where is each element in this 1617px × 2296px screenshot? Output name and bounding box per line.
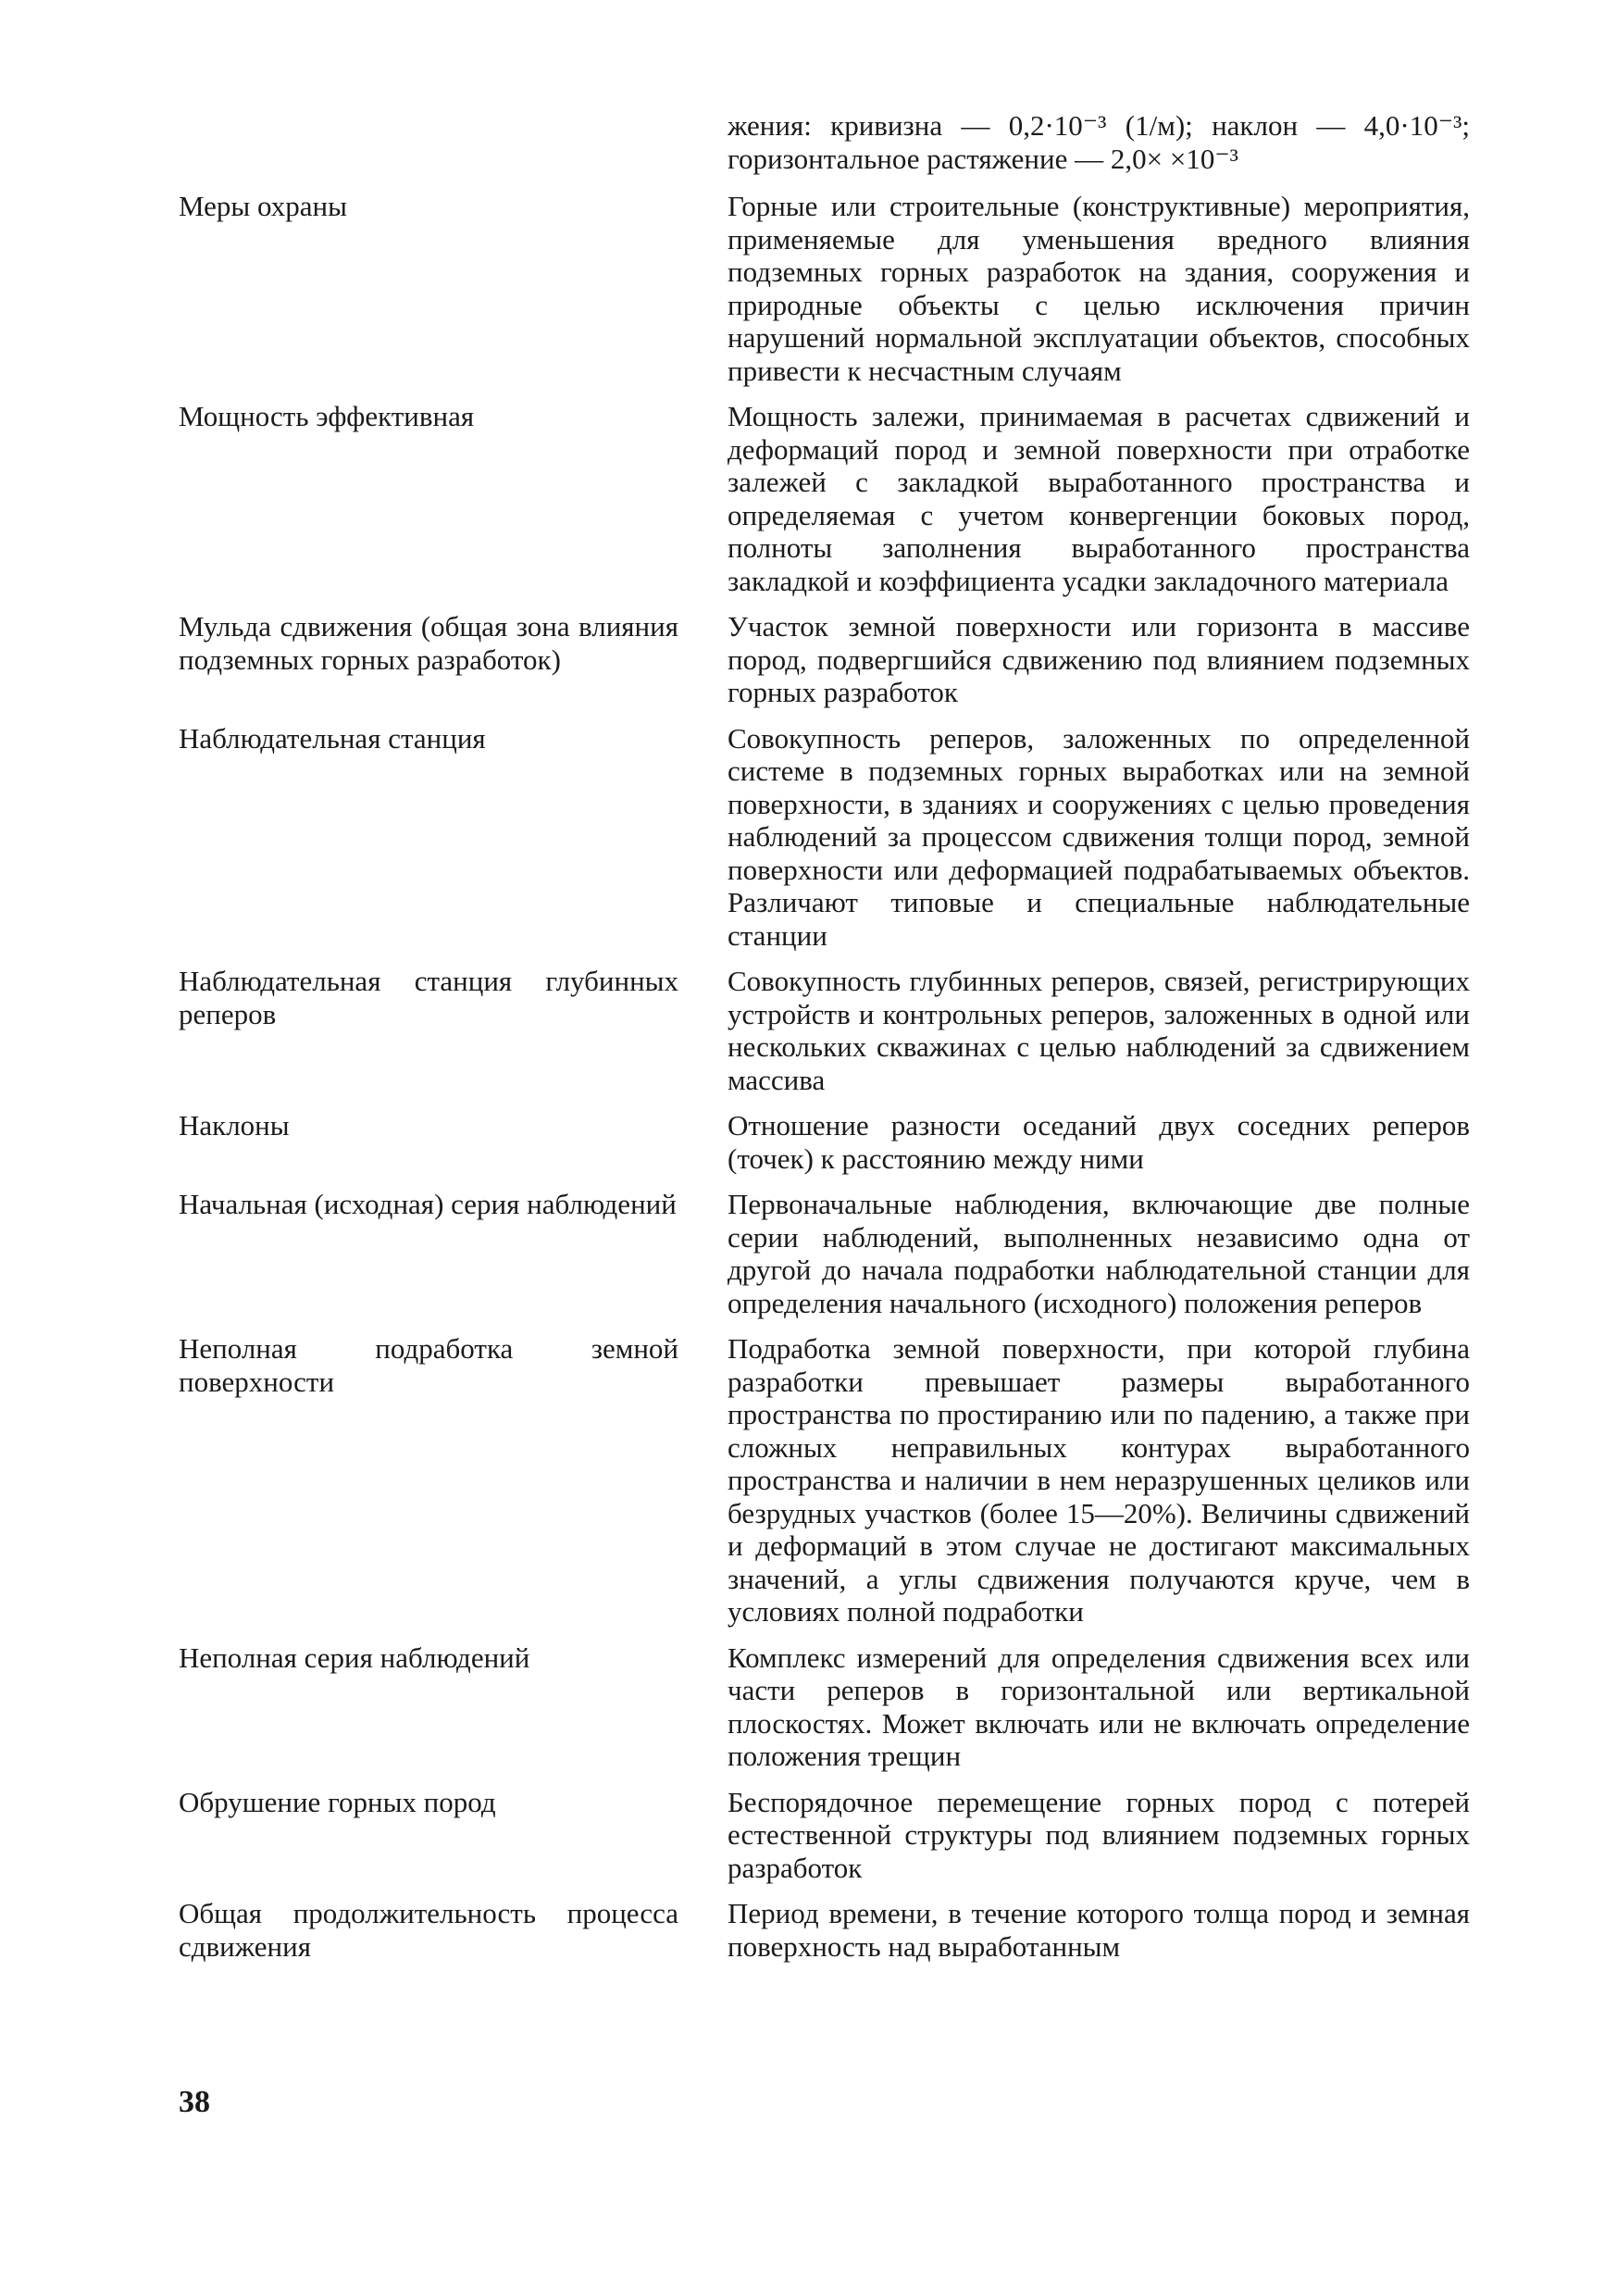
- definition: Первоначальные наблюдения, включающие две полные серии наблюдений, выполненных независимо одна от другой до начала подработки наблюдательной станции для определения начального (исходного) положения реперов: [728, 1188, 1470, 1319]
- term: Начальная (исходная) серия наблюдений: [179, 1188, 677, 1220]
- glossary-entry: [179, 1786, 1470, 1885]
- glossary-entry: [179, 400, 1470, 597]
- term: Наклоны: [179, 1109, 290, 1142]
- term: Мощность эффективная: [179, 400, 475, 432]
- glossary-entry: [179, 109, 1470, 175]
- term: Наблюдательная станция: [179, 721, 486, 755]
- definition: Отношение разности оседаний двух соседних реперов (точек) к расстоянию между ними: [728, 1109, 1470, 1175]
- term: Общая продолжительность процесса сдвижения: [179, 1897, 678, 1963]
- glossary-entry: [179, 190, 1470, 387]
- definition: Совокупность глубинных реперов, связей, регистрирующих устройств и контрольных реперов, заложенных в одной или нескольких скважинах с целью наблюдений за сдвижением массива: [728, 965, 1470, 1096]
- glossary-entry: [179, 1188, 1470, 1319]
- glossary-entry: [179, 610, 1470, 709]
- definition: Мощность залежи, принимаемая в расчетах сдвижений и деформаций пород и земной поверхности при отработке залежей с закладкой выработанного пространства и определяемая с учетом конвергенции боковых пород, полноты заполнения выработанного пространства закладкой и коэффициента усадки закладочного материала: [728, 400, 1470, 597]
- term: Обрушение горных пород: [179, 1785, 496, 1818]
- term: Неполная серия наблюдений: [179, 1641, 530, 1674]
- glossary-entry: [179, 1641, 1470, 1773]
- term: Мульда сдвижения (общая зона влияния подземных горных разработок): [179, 610, 678, 676]
- definition: Участок земной поверхности или горизонта в массиве пород, подвергшийся сдвижению под влиянием подземных горных разработок: [728, 610, 1470, 708]
- term: Наблюдательная станция глубинных реперов: [179, 965, 678, 1030]
- glossary-entry: [179, 722, 1470, 953]
- definition: Совокупность реперов, заложенных по определенной системе в подземных горных выработках или на земной поверхности, в зданиях и сооружениях с целью проведения наблюдений за процессом сдвижения толщи пород, земной поверхности или деформацией подрабатываемых объектов. Различают типовые и специальные наблюдательные станции: [728, 721, 1470, 952]
- definition: Подработка земной поверхности, при которой глубина разработки превышает размеры выработанного пространства по простиранию или по падению, а также при сложных неправильных контурах выработанного пространства и наличии в нем неразрушенных целиков или безрудных участков (более 15—20%). Величины сдвижений и деформаций в этом случае не достигают максимальных значений, а углы сдвижения получаются круче, чем в условиях полной подработки: [728, 1332, 1470, 1628]
- term: Меры охраны: [179, 190, 347, 222]
- glossary-entry: [179, 1897, 1470, 1963]
- definition: Беспорядочное перемещение горных пород с потерей естественной структуры под влиянием подземных горных разработок: [728, 1785, 1470, 1884]
- definition: Период времени, в течение которого толща пород и земная поверхность над выработанным: [728, 1897, 1470, 1963]
- definition: Комплекс измерений для определения сдвижения всех или части реперов в горизонтальной или вертикальной плоскостях. Может включать или не включать определение положения трещин: [728, 1641, 1470, 1772]
- glossary-entry: [179, 1109, 1470, 1175]
- glossary-entry: [179, 965, 1470, 1096]
- definition: Горные или строительные (конструктивные) мероприятия, применяемые для уменьшения вредного влияния подземных горных разработок на здания, сооружения и природные объекты с целью исключения причин нарушений нормальной эксплуатации объектов, способных привести к несчастным случаям: [728, 190, 1470, 387]
- glossary-entry: [179, 1332, 1470, 1628]
- page-number: 38: [179, 2085, 210, 2119]
- term: Неполная подработка земной поверхности: [179, 1332, 678, 1398]
- definition: жения: кривизна — 0,2·10⁻³ (1/м); наклон — 4,0·10⁻³; горизонтальное растяжение — 2,0× ×10⁻³: [728, 109, 1470, 175]
- glossary-list: [179, 109, 1470, 1976]
